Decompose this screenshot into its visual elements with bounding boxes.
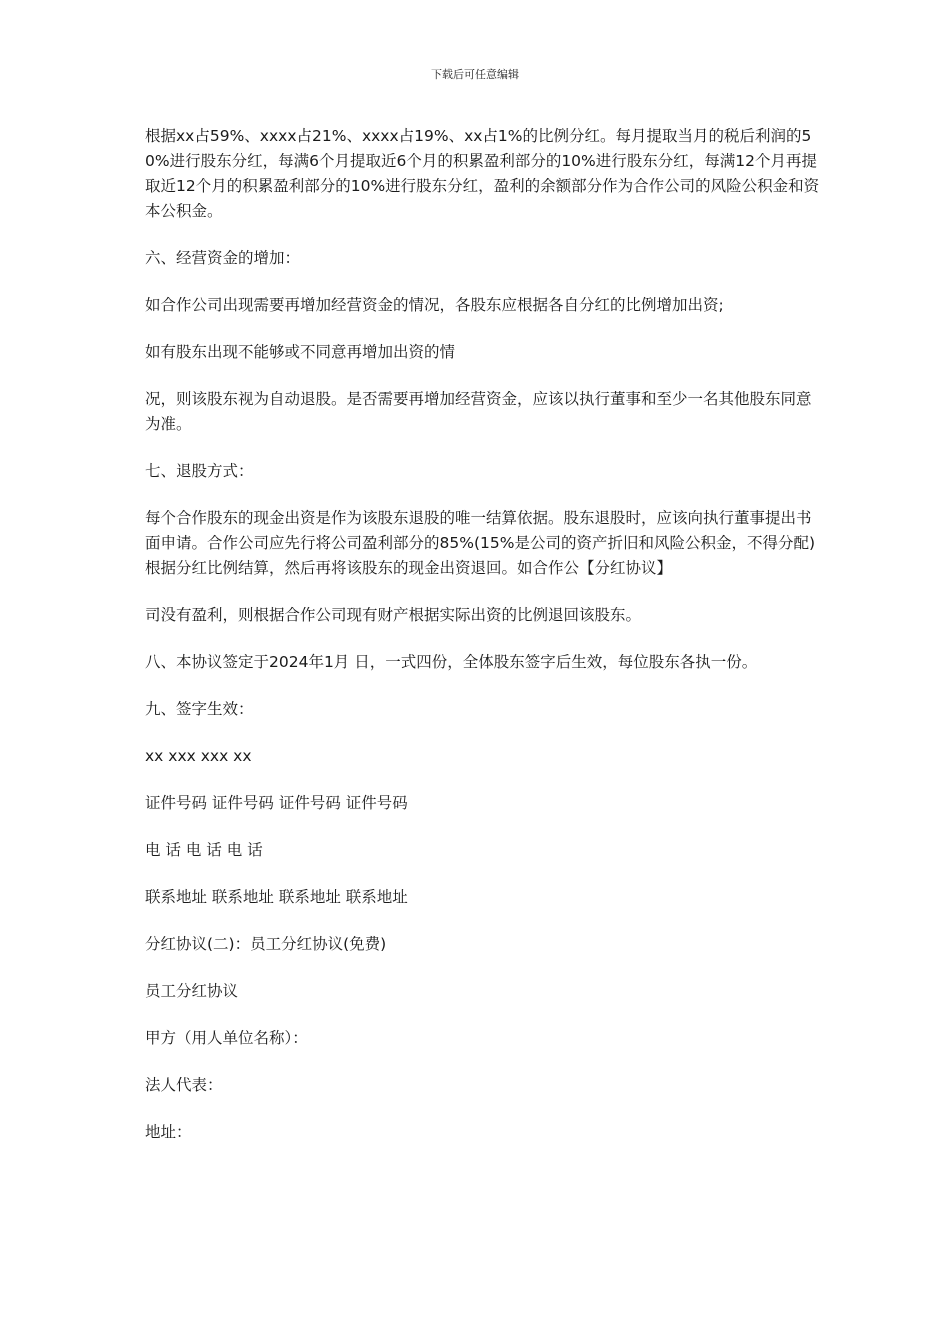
field-legal-representative: 法人代表： [145,1076,223,1094]
signature-names: xx xxx xxx xx [145,747,252,765]
section-heading-withdrawal: 七、退股方式： [145,462,254,480]
title-employee-agreement: 员工分红协议 [145,982,239,1000]
paragraph-dividend-ratio: 根据xx占59%、xxxx占21%、xxxx占19%、xx占1%的比例分红。每月提取当月的税后利润的50%进行股东分红，每满6个月提取近6个月的积累盈利部分的10%进行股东分红，每满12个月再提取近12个月的积累盈利部分的10%进行股东分红，盈利的余额部分作为合作公司的风险公积金和资本公积金。 [145,127,820,220]
paragraph-withdrawal-method: 每个合作股东的现金出资是作为该股东退股的唯一结算依据。股东退股时，应该向执行董事提出书面申请。合作公司应先行将公司盈利部分的85%(15%是公司的资产折旧和风险公积金，不得分配)根据分红比例结算，然后再将该股东的现金出资退回。如合作公【分红协议】 [145,509,815,577]
section-agreement-date: 八、本协议签定于2024年1月 日，一式四份，全体股东签字后生效，每位股东各执一份。 [145,653,758,671]
field-party-a: 甲方（用人单位名称）： [145,1029,308,1047]
page-header-note: 下载后可任意编辑 [431,68,519,81]
paragraph-auto-withdraw: 况，则该股东视为自动退股。是否需要再增加经营资金，应该以执行董事和至少一名其他股东同意为准。 [145,390,812,433]
field-address: 地址： [145,1123,192,1141]
signature-id-numbers: 证件号码 证件号码 证件号码 证件号码 [145,794,408,812]
title-agreement-two: 分红协议(二)：员工分红协议(免费) [145,935,387,953]
section-heading-signature: 九、签字生效： [145,700,254,718]
paragraph-capital-increase: 如合作公司出现需要再增加经营资金的情况，各股东应根据各自分红的比例增加出资; [145,296,724,314]
section-heading-capital-increase: 六、经营资金的增加： [145,249,301,267]
paragraph-no-profit: 司没有盈利，则根据合作公司现有财产根据实际出资的比例退回该股东。 [145,606,642,624]
document-body [145,124,825,1167]
paragraph-cannot-increase: 如有股东出现不能够或不同意再增加出资的情 [145,343,456,361]
signature-addresses: 联系地址 联系地址 联系地址 联系地址 [145,888,408,906]
signature-phones: 电 话 电 话 电 话 [145,841,263,859]
